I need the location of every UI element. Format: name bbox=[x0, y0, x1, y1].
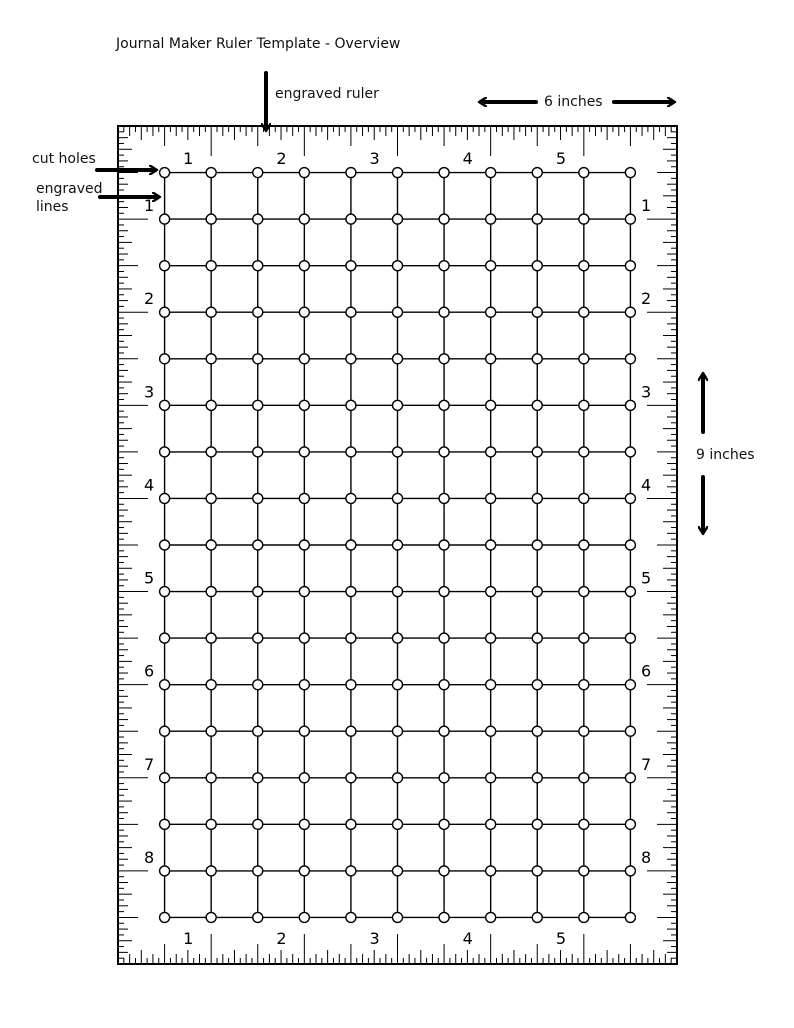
cut-hole bbox=[625, 540, 635, 550]
cut-hole bbox=[160, 400, 170, 410]
cut-hole bbox=[253, 866, 263, 876]
cut-hole bbox=[579, 447, 589, 457]
cut-hole bbox=[206, 540, 216, 550]
cut-hole bbox=[299, 680, 309, 690]
cut-hole bbox=[206, 400, 216, 410]
right-ruler-number: 6 bbox=[641, 661, 652, 681]
cut-hole bbox=[253, 400, 263, 410]
engraved-lines-label-line2: lines bbox=[36, 199, 69, 215]
cut-hole bbox=[532, 587, 542, 597]
cut-hole bbox=[160, 447, 170, 457]
cut-hole bbox=[532, 680, 542, 690]
six-inches-label: 6 inches bbox=[544, 94, 603, 110]
cut-hole bbox=[579, 912, 589, 922]
cut-hole bbox=[299, 726, 309, 736]
cut-hole bbox=[346, 587, 356, 597]
cut-hole bbox=[346, 447, 356, 457]
right-ruler-number: 8 bbox=[641, 847, 652, 867]
cut-hole bbox=[625, 447, 635, 457]
cut-hole bbox=[206, 447, 216, 457]
cut-hole bbox=[579, 168, 589, 178]
engraved-ruler-label: engraved ruler bbox=[275, 86, 379, 102]
cut-hole bbox=[346, 866, 356, 876]
cut-hole bbox=[393, 587, 403, 597]
cut-hole bbox=[625, 866, 635, 876]
cut-hole bbox=[206, 866, 216, 876]
top-ruler-number: 2 bbox=[276, 149, 287, 168]
cut-hole bbox=[206, 726, 216, 736]
cut-hole bbox=[439, 587, 449, 597]
cut-hole bbox=[532, 261, 542, 271]
cut-hole bbox=[253, 447, 263, 457]
cut-hole bbox=[253, 214, 263, 224]
cut-hole bbox=[532, 773, 542, 783]
cut-hole bbox=[486, 307, 496, 317]
cut-hole bbox=[160, 307, 170, 317]
cut-hole bbox=[579, 400, 589, 410]
cut-hole bbox=[532, 354, 542, 364]
cut-hole bbox=[299, 773, 309, 783]
cut-hole bbox=[160, 168, 170, 178]
cut-hole bbox=[160, 633, 170, 643]
cut-hole bbox=[299, 214, 309, 224]
engraved-lines-label-line1: engraved bbox=[36, 181, 103, 197]
cut-hole bbox=[346, 354, 356, 364]
cut-hole bbox=[486, 773, 496, 783]
cut-hole bbox=[625, 819, 635, 829]
cut-hole bbox=[346, 726, 356, 736]
cut-hole bbox=[625, 680, 635, 690]
cut-hole bbox=[160, 587, 170, 597]
cut-hole bbox=[253, 493, 263, 503]
right-ruler-number: 3 bbox=[641, 382, 652, 402]
cut-hole bbox=[299, 540, 309, 550]
bottom-ruler-number: 4 bbox=[462, 929, 473, 948]
cut-hole bbox=[625, 726, 635, 736]
right-ruler-number: 7 bbox=[641, 754, 652, 774]
cut-hole bbox=[206, 354, 216, 364]
nine-inches-label: 9 inches bbox=[696, 447, 755, 463]
cut-hole bbox=[532, 214, 542, 224]
cut-hole bbox=[439, 819, 449, 829]
cut-hole bbox=[253, 912, 263, 922]
cut-hole bbox=[579, 680, 589, 690]
cut-hole bbox=[206, 587, 216, 597]
cut-hole bbox=[160, 354, 170, 364]
cut-hole bbox=[579, 354, 589, 364]
cut-hole bbox=[532, 493, 542, 503]
cut-hole bbox=[299, 493, 309, 503]
cut-hole bbox=[346, 773, 356, 783]
cut-hole bbox=[346, 540, 356, 550]
left-ruler-number: 7 bbox=[144, 754, 155, 774]
cut-hole bbox=[439, 354, 449, 364]
cut-hole bbox=[160, 726, 170, 736]
cut-hole bbox=[206, 680, 216, 690]
cut-hole bbox=[160, 773, 170, 783]
cut-hole bbox=[532, 819, 542, 829]
cut-hole bbox=[439, 214, 449, 224]
cut-hole bbox=[299, 307, 309, 317]
left-ruler-number: 6 bbox=[144, 661, 155, 681]
cut-hole bbox=[532, 912, 542, 922]
cut-hole bbox=[299, 912, 309, 922]
cut-hole bbox=[160, 819, 170, 829]
cut-hole bbox=[253, 587, 263, 597]
cut-hole bbox=[486, 540, 496, 550]
cut-hole bbox=[625, 912, 635, 922]
bottom-ruler-number: 1 bbox=[183, 929, 194, 948]
cut-hole bbox=[393, 912, 403, 922]
cut-hole bbox=[393, 493, 403, 503]
cut-hole bbox=[439, 261, 449, 271]
cut-hole bbox=[206, 307, 216, 317]
cut-hole bbox=[160, 912, 170, 922]
cut-hole bbox=[299, 261, 309, 271]
left-ruler-number: 1 bbox=[144, 196, 155, 216]
cut-hole bbox=[486, 447, 496, 457]
cut-hole bbox=[160, 680, 170, 690]
cut-hole bbox=[439, 633, 449, 643]
cut-hole bbox=[486, 633, 496, 643]
cut-hole bbox=[439, 726, 449, 736]
cut-hole bbox=[346, 819, 356, 829]
cut-hole bbox=[579, 587, 589, 597]
bottom-ruler-number: 2 bbox=[276, 929, 287, 948]
cut-hole bbox=[579, 307, 589, 317]
cut-hole bbox=[393, 214, 403, 224]
cut-hole bbox=[393, 773, 403, 783]
left-ruler-number: 4 bbox=[144, 475, 155, 495]
cut-hole bbox=[532, 633, 542, 643]
cut-hole bbox=[393, 680, 403, 690]
cut-hole bbox=[253, 168, 263, 178]
cut-hole bbox=[486, 493, 496, 503]
top-ruler-number: 1 bbox=[183, 149, 194, 168]
cut-hole bbox=[299, 866, 309, 876]
cut-hole bbox=[160, 214, 170, 224]
right-ruler-number: 1 bbox=[641, 196, 652, 216]
cut-hole bbox=[486, 261, 496, 271]
cut-hole bbox=[579, 493, 589, 503]
cut-hole bbox=[346, 493, 356, 503]
cut-hole bbox=[579, 773, 589, 783]
cut-hole bbox=[486, 587, 496, 597]
cut-hole bbox=[206, 261, 216, 271]
left-ruler-number: 8 bbox=[144, 847, 155, 867]
cut-hole bbox=[579, 261, 589, 271]
cut-hole bbox=[346, 214, 356, 224]
cut-hole bbox=[346, 912, 356, 922]
cut-hole bbox=[579, 866, 589, 876]
cut-hole bbox=[393, 400, 403, 410]
cut-hole bbox=[486, 354, 496, 364]
cut-hole bbox=[532, 400, 542, 410]
cut-hole bbox=[486, 726, 496, 736]
right-ruler-number: 5 bbox=[641, 568, 652, 588]
cut-hole bbox=[625, 400, 635, 410]
cut-hole bbox=[393, 168, 403, 178]
cut-hole bbox=[439, 493, 449, 503]
cut-hole bbox=[625, 773, 635, 783]
cut-hole bbox=[439, 307, 449, 317]
cut-hole bbox=[346, 680, 356, 690]
cut-hole bbox=[486, 400, 496, 410]
cut-hole bbox=[253, 261, 263, 271]
cut-hole bbox=[439, 773, 449, 783]
cut-hole bbox=[625, 261, 635, 271]
cut-hole bbox=[625, 493, 635, 503]
cut-hole bbox=[160, 866, 170, 876]
top-ruler-number: 5 bbox=[555, 149, 567, 168]
cut-hole bbox=[532, 168, 542, 178]
cut-hole bbox=[579, 540, 589, 550]
left-ruler-number: 2 bbox=[144, 289, 155, 309]
cut-hole bbox=[299, 587, 309, 597]
cut-hole bbox=[439, 540, 449, 550]
cut-hole bbox=[439, 680, 449, 690]
right-ruler-number: 4 bbox=[641, 475, 652, 495]
cut-hole bbox=[253, 354, 263, 364]
cut-hole bbox=[253, 633, 263, 643]
top-ruler-number: 4 bbox=[462, 149, 473, 168]
cut-hole bbox=[486, 214, 496, 224]
diagram-title: Journal Maker Ruler Template - Overview bbox=[116, 36, 401, 52]
cut-hole bbox=[393, 447, 403, 457]
cut-hole bbox=[253, 773, 263, 783]
cut-hole bbox=[299, 354, 309, 364]
cut-hole bbox=[625, 168, 635, 178]
cut-hole bbox=[393, 540, 403, 550]
cut-hole bbox=[439, 168, 449, 178]
cut-hole bbox=[532, 447, 542, 457]
cut-hole bbox=[160, 493, 170, 503]
cut-hole bbox=[439, 447, 449, 457]
cut-hole bbox=[393, 866, 403, 876]
cut-hole bbox=[206, 493, 216, 503]
cut-hole bbox=[206, 912, 216, 922]
cut-hole bbox=[393, 261, 403, 271]
cut-hole bbox=[532, 866, 542, 876]
cut-hole bbox=[253, 726, 263, 736]
cut-holes-label: cut holes bbox=[32, 151, 96, 167]
cut-hole bbox=[579, 214, 589, 224]
cut-hole bbox=[299, 168, 309, 178]
cut-hole bbox=[486, 680, 496, 690]
bottom-ruler-number: 5 bbox=[555, 929, 567, 948]
cut-hole bbox=[439, 866, 449, 876]
cut-hole bbox=[206, 819, 216, 829]
cut-hole bbox=[486, 168, 496, 178]
cut-hole bbox=[206, 773, 216, 783]
cut-hole bbox=[625, 587, 635, 597]
top-ruler-number: 3 bbox=[369, 149, 380, 168]
cut-hole bbox=[532, 726, 542, 736]
cut-hole bbox=[579, 633, 589, 643]
cut-hole bbox=[253, 819, 263, 829]
cut-hole bbox=[532, 540, 542, 550]
cut-hole bbox=[253, 307, 263, 317]
cut-hole bbox=[346, 633, 356, 643]
cut-hole bbox=[299, 819, 309, 829]
cut-hole bbox=[206, 633, 216, 643]
cut-hole bbox=[532, 307, 542, 317]
bottom-ruler-number: 3 bbox=[369, 929, 380, 948]
cut-hole bbox=[486, 866, 496, 876]
cut-hole bbox=[299, 400, 309, 410]
cut-hole bbox=[393, 633, 403, 643]
cut-hole bbox=[160, 261, 170, 271]
cut-hole bbox=[439, 400, 449, 410]
cut-hole bbox=[206, 214, 216, 224]
cut-hole bbox=[346, 261, 356, 271]
cut-hole bbox=[253, 680, 263, 690]
cut-hole bbox=[346, 400, 356, 410]
cut-hole bbox=[486, 819, 496, 829]
cut-hole bbox=[486, 912, 496, 922]
cut-hole bbox=[299, 633, 309, 643]
cut-hole bbox=[206, 168, 216, 178]
cut-hole bbox=[393, 307, 403, 317]
cut-hole bbox=[160, 540, 170, 550]
left-ruler-number: 3 bbox=[144, 382, 155, 402]
cut-hole bbox=[579, 819, 589, 829]
cut-hole bbox=[346, 168, 356, 178]
cut-hole bbox=[439, 912, 449, 922]
cut-hole bbox=[253, 540, 263, 550]
cut-hole bbox=[579, 726, 589, 736]
right-ruler-number: 2 bbox=[641, 289, 652, 309]
cut-hole bbox=[346, 307, 356, 317]
cut-hole bbox=[625, 354, 635, 364]
cut-hole bbox=[393, 726, 403, 736]
cut-hole bbox=[299, 447, 309, 457]
left-ruler-number: 5 bbox=[144, 568, 155, 588]
cut-hole bbox=[625, 633, 635, 643]
cut-hole bbox=[625, 307, 635, 317]
cut-hole bbox=[393, 354, 403, 364]
cut-hole bbox=[393, 819, 403, 829]
cut-hole bbox=[625, 214, 635, 224]
